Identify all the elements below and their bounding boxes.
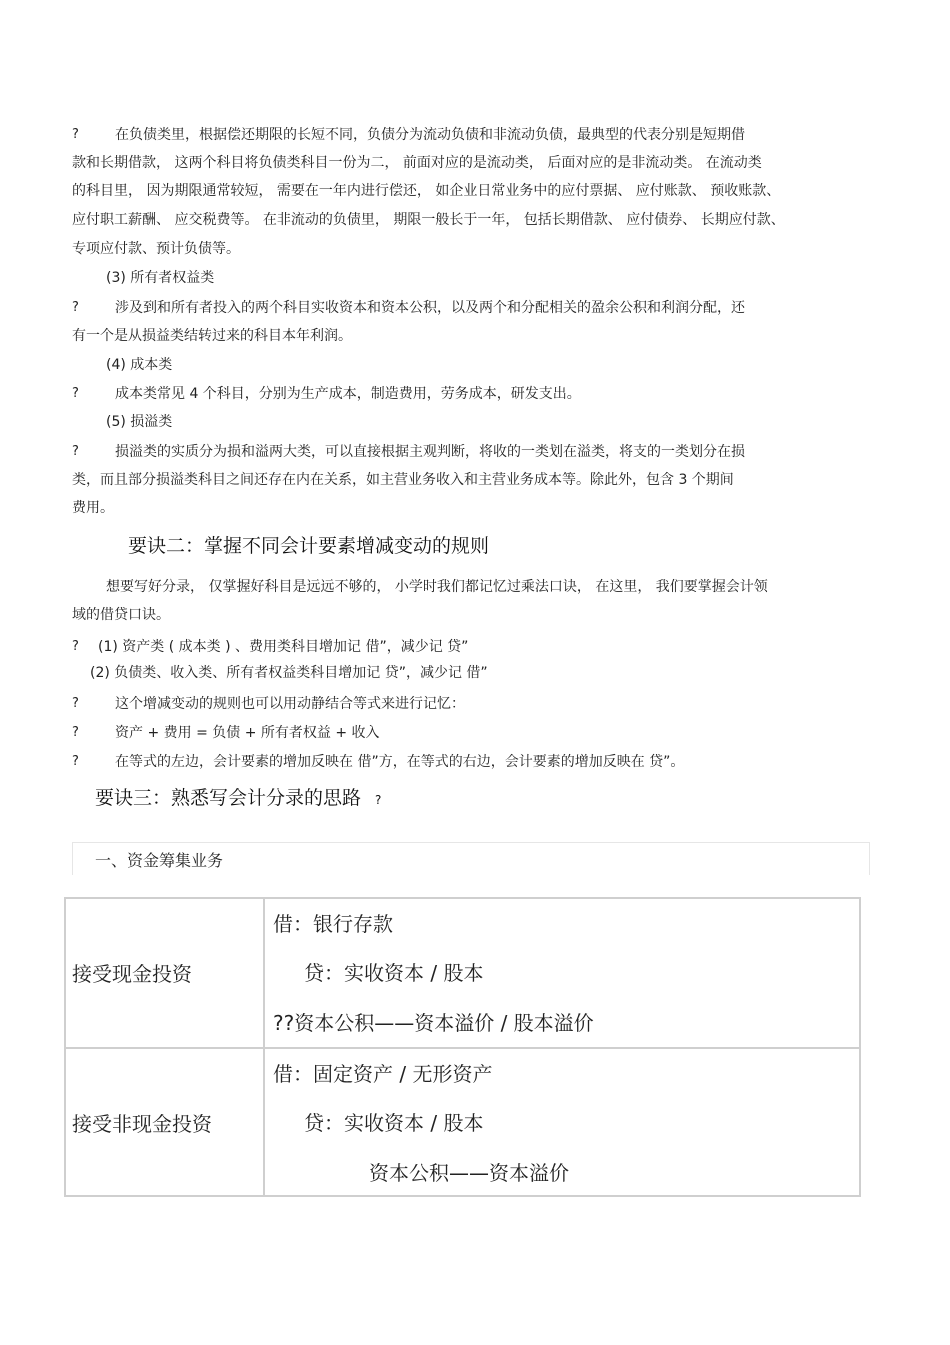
row-label-cell [66,1049,265,1197]
entry-line: 借：固定资产 / 无形资产 [273,1062,493,1086]
entry-line: ??资本公积——资本溢价 / 股本溢价 [273,1011,594,1035]
section-header-box [72,842,870,875]
row-label: 接受非现金投资 [72,1112,212,1136]
bullet-marker: ? [72,725,79,740]
profit-loss-line-1: 损溢类的实质分为损和溢两大类，可以直接根据主观判断，将收的一类划在溢类，将支的一类划分在损 [115,444,745,460]
row-label-cell [66,899,265,1047]
row-label: 接受现金投资 [72,962,192,986]
entries-table [64,897,861,1197]
equity-line-2: 有一个是从损益类结转过来的科目本年利润。 [72,328,352,344]
bullet-marker: ? [72,696,79,711]
liability-line-5: 专项应付款、预计负债等。 [72,241,240,257]
equity-line-1: 涉及到和所有者投入的两个科目实收资本和资本公积，以及两个和分配相关的盈余公积和利润分配，还 [115,300,745,316]
bullet-marker: ? [72,639,79,654]
tip2-intro-2: 域的借贷口诀。 [72,607,170,623]
table-row [66,1047,859,1197]
profit-loss-line-3: 费用。 [72,500,114,516]
tip3-title-text: 要诀三：熟悉写会计分录的思路 [95,787,362,809]
bullet-marker: ? [72,444,79,459]
bullet-marker: ? [72,127,79,142]
bullet-marker: ? [72,300,79,315]
cost-line-1: 成本类常见 4 个科目，分别为生产成本，制造费用，劳务成本，研发支出。 [115,386,581,402]
entry-line: 贷：实收资本 / 股本 [304,1111,484,1135]
entry-line: 资本公积——资本溢价 [369,1161,569,1185]
tip3-question-mark: ? [375,793,382,807]
entry-line: 贷：实收资本 / 股本 [304,961,484,985]
bullet-marker: ? [72,754,79,769]
equity-heading: (3) 所有者权益类 [106,270,215,286]
bullet-marker: ? [72,386,79,401]
tip2-note-1: 这个增减变动的规则也可以用动静结合等式来进行记忆： [115,696,465,712]
cost-heading: (4) 成本类 [106,357,173,373]
table-row [66,899,859,1047]
liability-line-1: 在负债类里，根据偿还期限的长短不同，负债分为流动负债和非流动负债，最典型的代表分别是短期借 [115,127,745,143]
tip2-rule-2: (2) 负债类、收入类、所有者权益类科目增加记 贷”，减少记 借” [90,665,488,681]
liability-line-4: 应付职工薪酬、 应交税费等。 在非流动的负债里， 期限一般长于一年， 包括长期借款、 应付债券、 长期应付款、 [72,212,785,228]
tip2-note-2: 资产 + 费用 = 负债 + 所有者权益 + 收入 [115,725,380,741]
tip2-rule-1: (1) 资产类 ( 成本类 ) 、费用类科目增加记 借”，减少记 贷” [98,639,469,655]
entry-line: 借：银行存款 [273,912,393,936]
profit-loss-heading: (5) 损溢类 [106,414,173,430]
liability-line-2: 款和长期借款， 这两个科目将负债类科目一份为二， 前面对应的是流动类， 后面对应的是非流动类。 在流动类 [72,155,762,171]
liability-line-3: 的科目里， 因为期限通常较短， 需要在一年内进行偿还， 如企业日常业务中的应付票据、 应付账款、 预收账款、 [72,183,781,199]
tip2-title: 要诀二：掌握不同会计要素增减变动的规则 [128,535,490,557]
tip2-intro-1: 想要写好分录， 仅掌握好科目是远远不够的， 小学时我们都记忆过乘法口诀， 在这里， 我们要掌握会计领 [106,579,768,595]
profit-loss-line-2: 类，而且部分损溢类科目之间还存在内在关系，如主营业务收入和主营业务成本等。除此外，包含 3 个期间 [72,472,734,488]
tip2-note-3: 在等式的左边，会计要素的增加反映在 借”方，在等式的右边，会计要素的增加反映在 贷”。 [115,754,685,770]
section-title: 一、资金筹集业务 [95,851,224,870]
tip3-title [95,786,381,812]
